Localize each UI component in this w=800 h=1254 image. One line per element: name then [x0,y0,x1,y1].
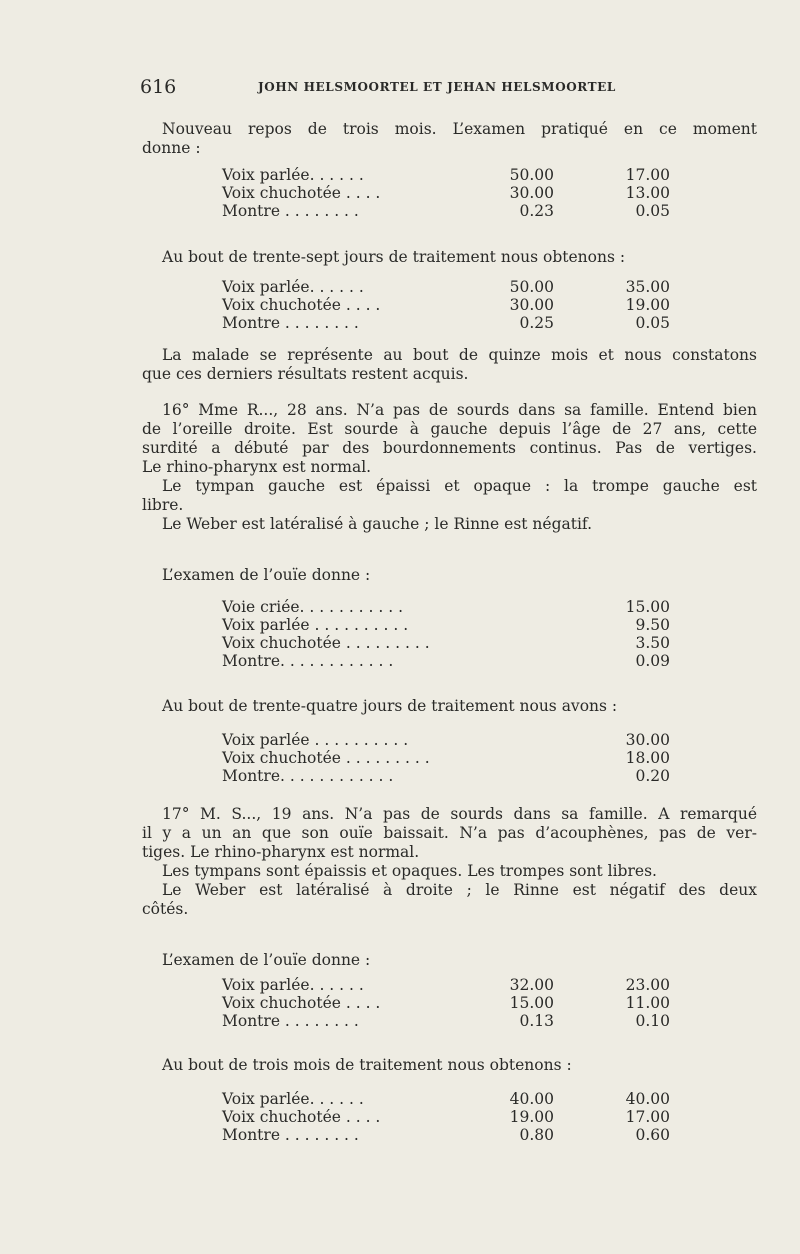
left-ear-value: 17.00 [625,166,670,184]
right-ear-value: 15.00 [509,994,554,1012]
row-label: Montre . . . . . . . . [222,202,359,220]
results-table-3 [222,598,672,670]
row-label: Voix parlée. . . . . . [222,1090,364,1108]
left-ear-value: 0.60 [635,1126,670,1144]
table-row [222,1090,672,1108]
paragraph-d [142,1056,757,1075]
case-17 [142,805,757,919]
results-table-4 [222,731,672,785]
paragraph-c [142,697,757,716]
value: 0.20 [635,767,670,785]
paragraph-b-line-1: La malade se représente au bout de quinze mois et nous constatons [162,346,757,364]
case-16-line-5: Le tympan gauche est épaissi et opaque : la trompe gauche est [162,477,757,495]
case-17-line-4: Les tympans sont épaissis et opaques. Les trompes sont libres. [162,862,657,880]
case-16-exam-text: L’examen de l’ouïe donne : [162,566,371,584]
row-label: Voix chuchotée . . . . [222,184,381,202]
case-17-line-1: 17° M. S..., 19 ans. N’a pas de sourds dans sa famille. A remarqué [162,805,757,823]
case-16-line-2: de l’oreille droite. Est sourde à gauche depuis l’âge de 27 ans, cette [142,420,757,438]
left-ear-value: 0.05 [635,202,670,220]
case-16 [142,401,757,534]
right-ear-value: 32.00 [509,976,554,994]
table-row [222,166,672,184]
table-row [222,976,672,994]
table-row [222,1012,672,1030]
left-ear-value: 0.05 [635,314,670,332]
right-ear-value: 30.00 [509,184,554,202]
table-row [222,598,672,616]
row-label: Montre . . . . . . . . [222,1126,359,1144]
right-ear-value: 0.13 [519,1012,554,1030]
right-ear-value: 50.00 [509,278,554,296]
row-label: Voix parlée . . . . . . . . . . [222,616,409,634]
case-16-line-3: surdité a débuté par des bourdonnements continus. Pas de vertiges. [142,439,757,457]
intro-line-2: donne : [142,139,201,157]
intro-paragraph [142,120,757,158]
right-ear-value: 40.00 [509,1090,554,1108]
table-row [222,767,672,785]
case-16-line-7: Le Weber est latéralisé à gauche ; le Rinne est négatif. [162,515,593,533]
right-ear-value: 30.00 [509,296,554,314]
left-ear-value: 35.00 [625,278,670,296]
case-17-line-3: tiges. Le rhino-pharynx est normal. [142,843,420,861]
row-label: Voix chuchotée . . . . . . . . . [222,749,430,767]
table-row [222,1126,672,1144]
case-16-exam [142,566,757,585]
running-title: JOHN HELSMOORTEL ET JEHAN HELSMOORTEL [258,80,616,94]
table-row [222,731,672,749]
row-label: Montre. . . . . . . . . . . . [222,652,394,670]
paragraph-a-text: Au bout de trente-sept jours de traitement nous obtenons : [162,248,626,266]
results-table-6 [222,1090,672,1144]
table-row [222,1108,672,1126]
value: 0.09 [635,652,670,670]
left-ear-value: 0.10 [635,1012,670,1030]
right-ear-value: 50.00 [509,166,554,184]
row-label: Montre. . . . . . . . . . . . [222,767,394,785]
right-ear-value: 0.80 [519,1126,554,1144]
table-row [222,296,672,314]
table-row [222,634,672,652]
left-ear-value: 23.00 [625,976,670,994]
left-ear-value: 17.00 [625,1108,670,1126]
table-row [222,202,672,220]
case-17-line-2: il y a un an que son ouïe baissait. N’a pas d’acouphènes, pas de ver- [142,824,757,842]
case-17-exam [142,951,757,970]
row-label: Montre . . . . . . . . [222,314,359,332]
case-17-line-6: côtés. [142,900,189,918]
left-ear-value: 13.00 [625,184,670,202]
table-row [222,652,672,670]
table-row [222,749,672,767]
table-row [222,616,672,634]
paragraph-c-text: Au bout de trente-quatre jours de traitement nous avons : [162,697,618,715]
case-16-line-4: Le rhino-pharynx est normal. [142,458,372,476]
case-17-line-5: Le Weber est latéralisé à droite ; le Rinne est négatif des deux [162,881,757,899]
results-table-2 [222,278,672,332]
paragraph-b [142,346,757,384]
row-label: Voix parlée. . . . . . [222,976,364,994]
row-label: Voie criée. . . . . . . . . . . [222,598,404,616]
right-ear-value: 0.23 [519,202,554,220]
right-ear-value: 0.25 [519,314,554,332]
case-16-line-1: 16° Mme R..., 28 ans. N’a pas de sourds dans sa famille. Entend bien [162,401,757,419]
paragraph-d-text: Au bout de trois mois de traitement nous obtenons : [162,1056,572,1074]
right-ear-value: 19.00 [509,1108,554,1126]
case-17-exam-text: L’examen de l’ouïe donne : [162,951,371,969]
paragraph-a [142,248,757,267]
table-row [222,184,672,202]
results-table-5 [222,976,672,1030]
row-label: Montre . . . . . . . . [222,1012,359,1030]
value: 30.00 [625,731,670,749]
results-table-1 [222,166,672,220]
row-label: Voix parlée. . . . . . [222,278,364,296]
left-ear-value: 19.00 [625,296,670,314]
row-label: Voix parlée . . . . . . . . . . [222,731,409,749]
page-number: 616 [140,76,177,98]
row-label: Voix chuchotée . . . . [222,296,381,314]
left-ear-value: 40.00 [625,1090,670,1108]
value: 15.00 [625,598,670,616]
value: 3.50 [635,634,670,652]
table-row [222,314,672,332]
left-ear-value: 11.00 [625,994,670,1012]
page-header [140,76,660,100]
table-row [222,994,672,1012]
value: 9.50 [635,616,670,634]
row-label: Voix chuchotée . . . . . . . . . [222,634,430,652]
row-label: Voix parlée. . . . . . [222,166,364,184]
row-label: Voix chuchotée . . . . [222,1108,381,1126]
paragraph-b-line-2: que ces derniers résultats restent acquis. [142,365,469,383]
case-16-line-6: libre. [142,496,184,514]
value: 18.00 [625,749,670,767]
row-label: Voix chuchotée . . . . [222,994,381,1012]
intro-line-1: Nouveau repos de trois mois. L’examen pratiqué en ce moment [162,120,757,138]
table-row [222,278,672,296]
